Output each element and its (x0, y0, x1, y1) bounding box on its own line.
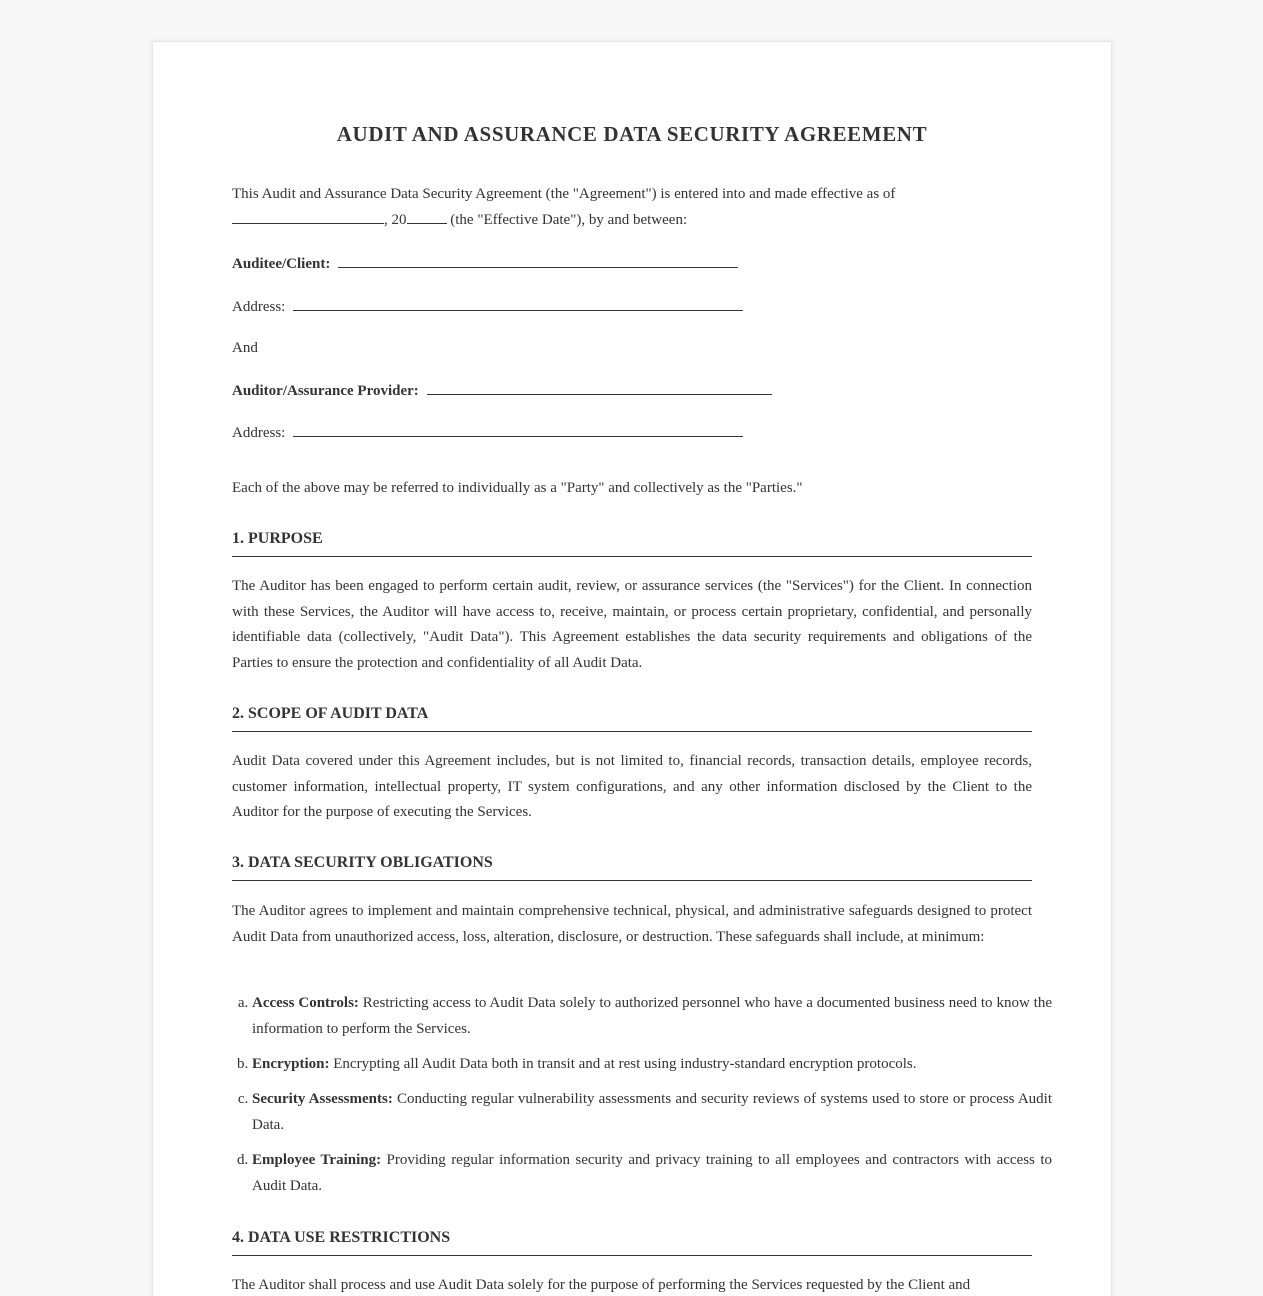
section-heading-use-restrictions: 4. DATA USE RESTRICTIONS (232, 1227, 1032, 1256)
list-item-term: Encryption: (252, 1055, 330, 1072)
provider-address-label: Address: (232, 425, 286, 441)
intro-text-2: (the "Effective Date"), by and between: (446, 211, 688, 228)
list-item-text: Conducting regular vulnerability assessments and security reviews of systems used to store or process Audit Data. (252, 1091, 1053, 1133)
provider-label: Auditor/Assurance Provider: (232, 383, 419, 399)
provider-address-blank[interactable] (293, 435, 743, 437)
section-body-security: The Auditor agrees to implement and maintain comprehensive technical, physical, and administrative safeguards designed to protect Audit Data from unauthorized access, loss, alteration, disclosure, or destruction. These safeguards shall include, at minimum: (232, 903, 1032, 945)
provider-row (232, 380, 1032, 402)
client-address-row (232, 296, 1032, 318)
safeguards-list (232, 991, 1052, 1209)
section-body-scope: Audit Data covered under this Agreement includes, but is not limited to, financial records, transaction details, employee records, customer information, intellectual property, IT system configurations, and any other information disclosed by the Client to the Auditor for the purpose of executing the Services. (232, 753, 1032, 821)
list-item-text: Encrypting all Audit Data both in transit and at rest using industry-standard encryption protocols. (329, 1055, 917, 1072)
client-name-blank[interactable] (338, 266, 738, 268)
list-item-text: Providing regular information security and privacy training to all employees and contractors with access to Audit Data. (252, 1152, 1052, 1194)
provider-address-row (232, 422, 1032, 444)
effective-year-blank[interactable] (407, 222, 447, 224)
section-heading-scope: 2. SCOPE OF AUDIT DATA (232, 703, 1032, 732)
list-item (252, 991, 1052, 1042)
client-address-blank[interactable] (293, 309, 743, 311)
document-page (152, 41, 1112, 1296)
intro-text-1: This Audit and Assurance Data Security Agreement (the "Agreement") is entered into and made effective as of (232, 186, 896, 202)
list-item (252, 1087, 1052, 1138)
and-text: And (232, 340, 258, 356)
list-item (252, 1148, 1052, 1199)
client-row (232, 253, 1032, 275)
list-item-text: Restricting access to Audit Data solely to authorized personnel who have a documented business need to know the information to perform the Services. (252, 995, 1052, 1037)
intro-year-prefix: , 20 (384, 211, 407, 228)
document-title: AUDIT AND ASSURANCE DATA SECURITY AGREEMENT (336, 122, 928, 146)
client-label: Auditee/Client: (232, 256, 331, 272)
provider-name-blank[interactable] (427, 393, 772, 395)
list-item (252, 1052, 1052, 1078)
intro-paragraph (232, 182, 1032, 233)
effective-date-blank[interactable] (232, 222, 384, 224)
section-body-purpose: The Auditor has been engaged to perform certain audit, review, or assurance services (the "Services") for the Client. In connection with these Services, the Auditor will have access to, receive, maintain, or process certain proprietary, confidential, and personally identifiable data (collectively, "Audit Data"). This Agreement establishes the data security requirements and obligations of the Parties to ensure the protection and confidentiality of all Audit Data. (232, 578, 1032, 672)
section-heading-security: 3. DATA SECURITY OBLIGATIONS (232, 852, 1032, 881)
section-heading-purpose: 1. PURPOSE (232, 528, 1032, 557)
list-item-term: Employee Training: (252, 1152, 382, 1169)
party-definition: Each of the above may be referred to individually as a "Party" and collectively as the "Parties." (232, 480, 803, 496)
list-item-term: Security Assessments: (252, 1091, 393, 1108)
section-body-use-restrictions: The Auditor shall process and use Audit Data solely for the purpose of performing the Services requested by the Client and (232, 1277, 971, 1293)
client-address-label: Address: (232, 299, 286, 315)
list-item-term: Access Controls: (252, 995, 359, 1011)
